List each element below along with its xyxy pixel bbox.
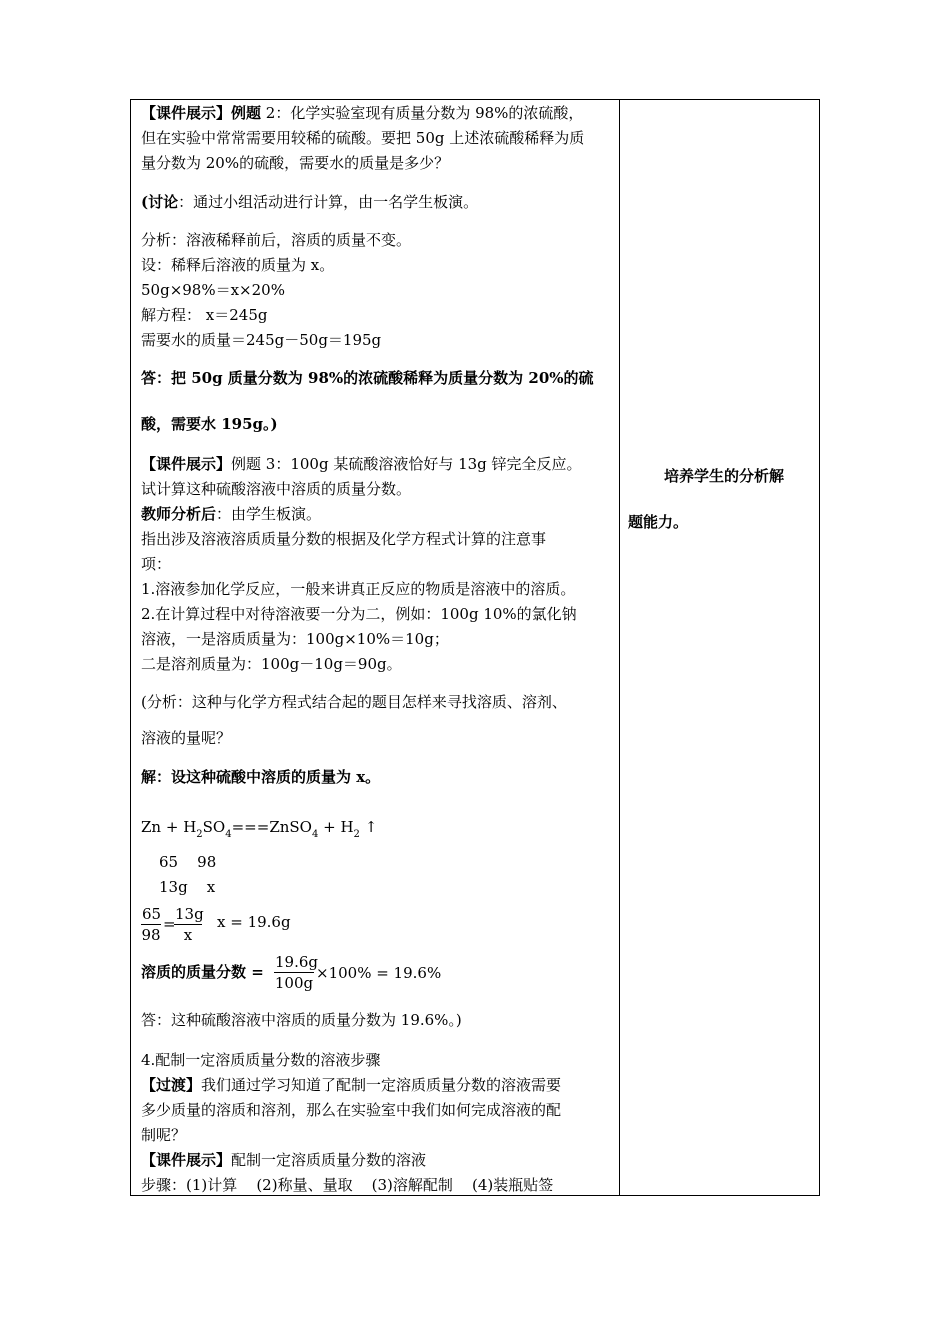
discussion-text: ：通过小组活动进行计算，由一名学生板演。 <box>178 193 479 211</box>
analysis2-line3: 50g×98%＝x×20% <box>141 281 285 299</box>
frac1-den: 98 <box>141 926 161 944</box>
molar-mass-line: 65 98 <box>159 853 217 871</box>
courseware-text: 配制一定溶质质量分数的溶液 <box>231 1151 427 1169</box>
discussion-label: (讨论 <box>141 193 179 211</box>
eq-sub-4b: 4 <box>311 829 319 840</box>
transition-line1 <box>141 1075 561 1095</box>
transition-line3: 制呢？ <box>141 1126 187 1144</box>
example3-text: 例题 3：100g 某硫酸溶液恰好与 13g 锌完全反应。 <box>231 455 582 473</box>
mass-fraction-label: 溶质的质量分数 = <box>141 963 264 981</box>
frac2-num: 13g <box>175 905 204 923</box>
teacher-line3: 项： <box>141 555 172 573</box>
example2-line1 <box>141 103 583 123</box>
intent-line2: 题能力。 <box>628 513 689 531</box>
x-value: x = 19.6g <box>217 913 291 931</box>
teacher-line7: 二是溶剂质量为：100g－10g＝90g。 <box>141 655 402 673</box>
eq-so4: SO <box>202 818 226 836</box>
analysis2-line4: 解方程： x＝245g <box>141 306 268 324</box>
gas-arrow-icon: ↑ <box>359 818 378 836</box>
mass-line: 13g x <box>159 878 216 896</box>
analysis3-line1: (分析：这种与化学方程式结合起的题目怎样来寻找溶质、溶剂、 <box>141 693 567 711</box>
example2-line2: 但在实验中常常需要用较稀的硫酸。要把 50g 上述浓硫酸稀释为质 <box>141 129 585 147</box>
step4-title: 4.配制一定溶质质量分数的溶液步骤 <box>141 1051 381 1069</box>
courseware-label: 【课件展示】 <box>141 1151 232 1169</box>
teacher-line6: 溶液，一是溶质质量为：100g×10%＝10g； <box>141 630 449 648</box>
example2-line3: 量分数为 20%的硫酸，需要水的质量是多少？ <box>141 154 450 172</box>
answer2-line1: 答：把 50g 质量分数为 98%的浓硫酸稀释为质量分数为 20%的硫 <box>141 369 594 387</box>
frac3-den: 100g <box>274 974 314 992</box>
lesson-table <box>130 99 820 1196</box>
fraction-65-98 <box>141 904 161 945</box>
answer3-line: 答：这种硫酸溶液中溶质的质量分数为 19.6%。) <box>141 1011 462 1029</box>
teacher-label: 教师分析后 <box>141 505 217 523</box>
frac1-num: 65 <box>142 905 162 923</box>
chemical-equation <box>141 817 377 845</box>
discussion-line <box>141 192 478 212</box>
equals-sign: = <box>163 915 176 933</box>
intent-line1: 培养学生的分析解 <box>664 467 785 485</box>
transition-text: 我们通过学习知道了配制一定溶质质量分数的溶液需要 <box>201 1076 562 1094</box>
example2-text: 2：化学实验室现有质量分数为 98%的浓硫酸， <box>261 104 584 122</box>
example3-line1 <box>141 454 582 474</box>
transition-label: 【过渡】 <box>141 1076 202 1094</box>
example3-label: 【课件展示】 <box>141 455 232 473</box>
frac3-num: 19.6g <box>275 953 319 971</box>
teacher-line2: 指出涉及溶液溶质质量分数的根据及化学方程式计算的注意事 <box>141 530 547 548</box>
eq-sub-2a: 2 <box>196 829 203 840</box>
eq-mid: ===ZnSO <box>231 818 312 836</box>
mass-fraction-result: ×100% = 19.6% <box>316 964 442 982</box>
analysis2-line1: 分析：溶液稀释前后，溶质的质量不变。 <box>141 231 412 249</box>
answer2-line2: 酸，需要水 195g。) <box>141 415 278 433</box>
solution3-line1: 解：设这种硫酸中溶质的质量为 x。 <box>141 768 381 786</box>
teacher-text: ：由学生板演。 <box>216 505 322 523</box>
analysis2-line2: 设：稀释后溶液的质量为 x。 <box>141 256 335 274</box>
column-divider <box>619 100 620 1195</box>
fraction-13g-x <box>174 904 202 945</box>
fraction-19.6g-100g <box>274 952 319 993</box>
analysis2-line5: 需要水的质量＝245g－50g＝195g <box>141 331 382 349</box>
analysis3-line2: 溶液的量呢？ <box>141 729 232 747</box>
eq-zn: Zn + H <box>141 818 197 836</box>
teacher-line4: 1.溶液参加化学反应，一般来讲真正反应的物质是溶液中的溶质。 <box>141 580 576 598</box>
steps-line: 步骤：(1)计算 (2)称量、量取 (3)溶解配制 (4)装瓶贴签 <box>141 1176 554 1194</box>
eq-sub-2b: 2 <box>353 829 360 840</box>
teacher-line5: 2.在计算过程中对待溶液要一分为二，例如：100g 10%的氯化钠 <box>141 605 577 623</box>
transition-line2: 多少质量的溶质和溶剂，那么在实验室中我们如何完成溶液的配 <box>141 1101 562 1119</box>
example3-line2: 试计算这种硫酸溶液中溶质的质量分数。 <box>141 480 412 498</box>
example2-label: 【课件展示】例题 <box>141 104 262 122</box>
teacher-line1 <box>141 504 321 524</box>
eq-h: + H <box>318 818 354 836</box>
courseware-line <box>141 1150 426 1170</box>
frac2-den: x <box>183 926 193 944</box>
eq-sub-4a: 4 <box>225 829 232 840</box>
